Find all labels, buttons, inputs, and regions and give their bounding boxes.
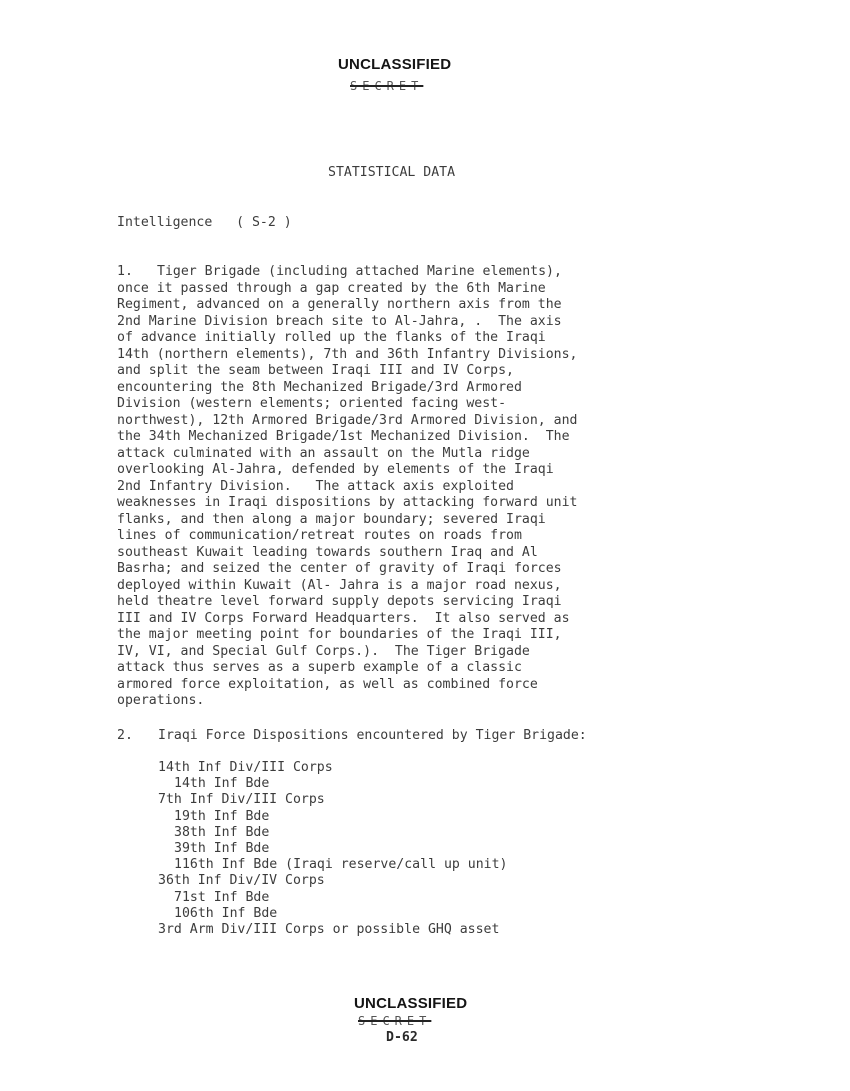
- paragraph-line: IV, VI, and Special Gulf Corps.). The Tiger Brigade: [117, 643, 530, 659]
- paragraph-line: Basrha; and seized the center of gravity of Iraqi forces: [117, 561, 562, 576]
- item1-paragraph: [117, 264, 578, 710]
- section-heading: Intelligence ( S-2 ): [117, 215, 292, 230]
- paragraph-line: operations.: [117, 693, 205, 708]
- division-entry: 14th Inf Div/III Corps: [158, 760, 333, 775]
- division-entry: 36th Inf Div/IV Corps: [158, 873, 325, 889]
- paragraph-line: encountering the 8th Mechanized Brigade/3rd Armored: [117, 379, 522, 395]
- item2-heading: Iraqi Force Dispositions encountered by Tiger Brigade:: [158, 728, 587, 743]
- paragraph-line: 2nd Marine Division breach site to Al-Jahra, . The axis: [117, 313, 562, 329]
- paragraph-line: Tiger Brigade (including attached Marine elements),: [157, 264, 562, 279]
- paragraph-line: held theatre level forward supply depots servicing Iraqi: [117, 594, 562, 609]
- paragraph-line: the major meeting point for boundaries of the Iraqi III,: [117, 627, 562, 642]
- paragraph-line: attack culminated with an assault on the Mutla ridge: [117, 445, 530, 461]
- paragraph-line: lines of communication/retreat routes on roads from: [117, 528, 522, 543]
- header-struck-marking: SECRET: [350, 79, 424, 93]
- brigade-entry: 19th Inf Bde: [174, 808, 270, 824]
- paragraph-line: and split the seam between Iraqi III and IV Corps,: [117, 363, 514, 378]
- paragraph-line: flanks, and then along a major boundary; severed Iraqi: [117, 511, 546, 527]
- paragraph-line: Regiment, advanced on a generally northern axis from the: [117, 297, 562, 312]
- paragraph-line: northwest), 12th Armored Brigade/3rd Armored Division, and: [117, 412, 578, 428]
- brigade-entry: 71st Inf Bde: [174, 889, 270, 905]
- division-entry: 7th Inf Div/III Corps: [158, 792, 325, 808]
- brigade-entry: 116th Inf Bde (Iraqi reserve/call up unit): [174, 857, 508, 873]
- footer-classification: UNCLASSIFIED: [354, 995, 468, 1012]
- header-classification: UNCLASSIFIED: [338, 56, 452, 73]
- paragraph-line: Division (western elements; oriented facing west-: [117, 396, 507, 411]
- paragraph-line: 14th (northern elements), 7th and 36th Infantry Divisions,: [117, 346, 578, 362]
- paragraph-line: armored force exploitation, as well as combined force: [117, 676, 538, 692]
- footer-struck-marking: SECRET: [358, 1014, 432, 1028]
- page-number: D-62: [386, 1030, 418, 1045]
- paragraph-line: attack thus serves as a superb example of a classic: [117, 660, 522, 675]
- paragraph-line: of advance initially rolled up the flanks of the Iraqi: [117, 330, 546, 345]
- brigade-entry: 14th Inf Bde: [174, 776, 270, 792]
- paragraph-line: southeast Kuwait leading towards southern Iraq and Al: [117, 544, 538, 560]
- paragraph-line: overlooking Al-Jahra, defended by elements of the Iraqi: [117, 462, 554, 477]
- brigade-entry: 106th Inf Bde: [174, 905, 278, 921]
- division-entry: 3rd Arm Div/III Corps or possible GHQ asset: [158, 921, 500, 937]
- paragraph-line: III and IV Corps Forward Headquarters. It also served as: [117, 610, 570, 626]
- paragraph-line: weaknesses in Iraqi dispositions by attacking forward unit: [117, 495, 578, 510]
- paragraph-line: once it passed through a gap created by the 6th Marine: [117, 280, 546, 296]
- item1-number: 1.: [117, 264, 133, 279]
- paragraph-line: deployed within Kuwait (Al- Jahra is a major road nexus,: [117, 577, 562, 593]
- force-dispositions-list: [158, 760, 507, 938]
- item2-number: 2.: [117, 728, 133, 743]
- brigade-entry: 38th Inf Bde: [174, 824, 270, 840]
- page-title: STATISTICAL DATA: [328, 165, 456, 180]
- brigade-entry: 39th Inf Bde: [174, 840, 270, 856]
- paragraph-line: the 34th Mechanized Brigade/1st Mechanized Division. The: [117, 429, 570, 444]
- paragraph-line: 2nd Infantry Division. The attack axis exploited: [117, 478, 514, 494]
